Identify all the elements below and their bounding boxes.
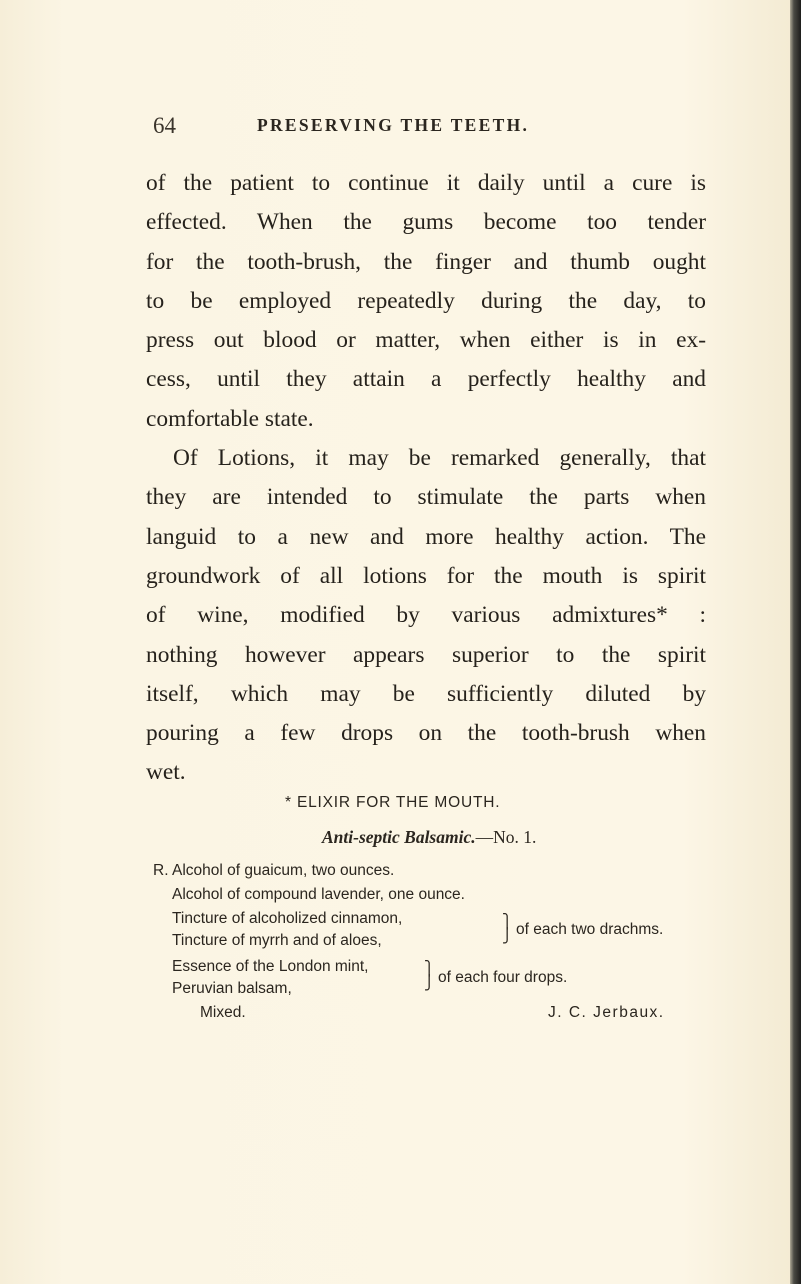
recipe-line: Alcohol of guaicum, two ounces. <box>172 862 395 879</box>
page-edge-shadow <box>790 0 801 1284</box>
brace-bottom: ⎭ <box>502 928 513 944</box>
body-text <box>146 164 706 793</box>
brace-top: ⎫ <box>424 961 435 977</box>
text-line: pouring a few drops on the tooth-brush when <box>146 720 706 747</box>
recipe-line: Alcohol of compound lavender, one ounce. <box>172 886 465 903</box>
text-line: groundwork of all lotions for the mouth is spirit <box>146 562 706 589</box>
recipe-line: Tincture of myrrh and of aloes, <box>172 932 382 949</box>
brace-bottom: ⎭ <box>424 975 435 991</box>
recipe-line: Essence of the London mint, <box>172 958 369 975</box>
text-line: itself, which may be sufficiently diluted by <box>146 680 706 707</box>
recipe-mark: R. <box>153 862 169 879</box>
text-line: for the tooth-brush, the finger and thumb ought <box>146 248 706 275</box>
text-line: they are intended to stimulate the parts when <box>146 484 706 511</box>
text-line: press out blood or matter, when either is in ex- <box>146 327 706 354</box>
footnote-subtitle-italic: Anti-septic Balsamic. <box>322 827 476 847</box>
footnote-subtitle-number: —No. 1. <box>475 827 537 847</box>
text-line: of the patient to continue it daily until a cure is <box>146 170 706 196</box>
running-head: PRESERVING THE TEETH. <box>257 115 530 135</box>
text-line: languid to a new and more healthy action. The <box>146 523 706 550</box>
group-note: of each two drachms. <box>516 921 664 938</box>
text-line: comfortable state. <box>146 405 314 432</box>
signature: J. C. Jerbaux. <box>548 1004 665 1021</box>
recipe-line: Peruvian balsam, <box>172 980 292 997</box>
mixed-label: Mixed. <box>200 1004 246 1021</box>
text-line: to be employed repeatedly during the day, to <box>146 287 706 314</box>
text-line: Of Lotions, it may be remarked generally, that <box>173 445 706 472</box>
footnote-subtitle <box>322 827 536 848</box>
brace-top: ⎫ <box>502 914 513 930</box>
text-line: nothing however appears superior to the spirit <box>146 641 706 668</box>
footnote-title: * ELIXIR FOR THE MOUTH. <box>285 794 501 811</box>
text-line: effected. When the gums become too tender <box>146 209 706 236</box>
recipe-line: Tincture of alcoholized cinnamon, <box>172 910 403 927</box>
text-line: wet. <box>146 759 186 786</box>
text-line: of wine, modified by various admixtures* : <box>146 602 706 629</box>
page-header <box>153 113 713 143</box>
text-line: cess, until they attain a perfectly healthy and <box>146 366 706 393</box>
group-note: of each four drops. <box>438 969 568 986</box>
page-number: 64 <box>153 113 176 138</box>
